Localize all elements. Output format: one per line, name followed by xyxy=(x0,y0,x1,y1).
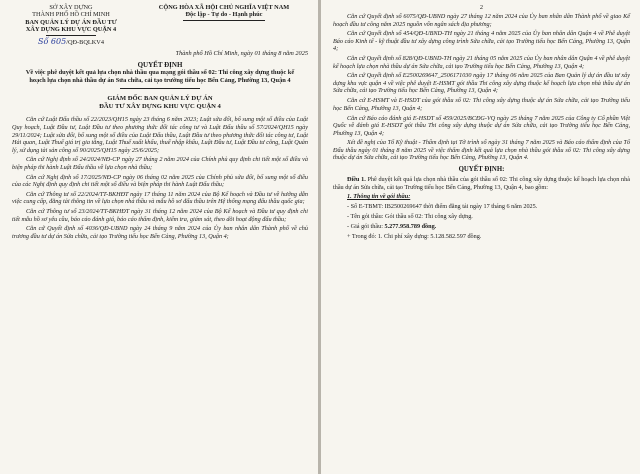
legal-basis-paragraph: Căn cứ Nghị định số 17/2025/NĐ-CP ngày 06 tháng 02 năm 2025 của Chính phủ sửa đổi, bổ sung một số điều của các Nghị định quy định chi tiết một số điều và biện pháp thi hành Luật Đấu thầu; xyxy=(12,173,308,189)
document-header xyxy=(12,4,308,46)
legal-basis-paragraph: Căn cứ Quyết định số 6075/QĐ-UBND ngày 27 tháng 12 năm 2024 của Ủy ban nhân dân Thành phố về giao Kế hoạch đầu tư công năm 2025 nguồn vốn ngân sách địa phương; xyxy=(333,13,630,28)
article-1-text: Phê duyệt kết quả lựa chọn nhà thầu của gói thầu số 02: Thi công xây dựng thuộc kế hoạch lựa chọn nhà thầu dự án Sửa chữa, cải tạo Trường tiểu học Bến Cảng, Phường 13, Quận 4, bao gồm: xyxy=(333,175,630,191)
article-1 xyxy=(333,176,630,191)
issuer-line-1: GIÁM ĐỐC BAN QUẢN LÝ DỰ ÁN xyxy=(107,95,213,103)
section-1-heading: 1. Thông tin về gói thầu: xyxy=(347,193,411,201)
document-subject: Về việc phê duyệt kết quả lựa chọn nhà thầu qua mạng gói thầu số 02: Thi công xây dựng thuộc kế hoạch lựa chọn nhà thầu dự án Sửa chữa, cải tạo trường tiểu học Bến Cảng, Phường 13, Quận 4 xyxy=(25,69,295,85)
legal-basis-paragraph: Căn cứ Quyết định số 828/QĐ-UBND-TH ngày 21 tháng 05 năm 2025 của Ủy ban nhân dân Quận 4 về phê duyệt kế hoạch lựa chọn nhà thầu dự án Sửa chữa, cải tạo Trường tiểu học Bến Cảng, Phường 13, Quận 4; xyxy=(333,55,630,70)
package-name-line: - Tên gói thầu: Gói thầu số 02: Thi công xây dựng. xyxy=(347,213,473,221)
agency-line-3: BAN QUẢN LÝ DỰ ÁN ĐẦU TƯ xyxy=(25,18,117,26)
country-name: CỘNG HÒA XÃ HỘI CHỦ NGHĨA VIỆT NAM xyxy=(158,4,290,11)
legal-basis-paragraph: Căn cứ Báo cáo đánh giá E-HSDT số 459/2025/BCĐG-VQ ngày 25 tháng 7 năm 2025 của Công ty Cổ phần Việt Quốc về đánh giá E-HSDT gói thầu Thi công xây dựng thuộc dự án Sửa chữa, cải tạo Trường tiểu học Bến Cảng, Phường 13, Quận 4; xyxy=(333,114,630,137)
document-number-suffix: /QĐ-BQLKV4 xyxy=(66,38,104,46)
legal-basis-paragraph: Căn cứ Luật Đấu thầu số 22/2023/QH15 ngày 23 tháng 6 năm 2023; Luật sửa đổi, bổ sung một số điều của Luật Quy hoạch, Luật Đầu tư, Luật Đầu tư theo phương thức đối tác công tư và Luật Đấu thầu số 57/2024/QH15 ngày 29/11/2024; Luật sửa đổi, bổ sung một số điều của Luật Đấu thầu, Luật Đầu tư theo phương thức đối tác công tư, Luật Hải quan, Luật Thuế giá trị gia tăng, Luật Thuế xuất khẩu, thuế nhập khẩu, Luật Đầu tư, Luật Đầu tư công, Luật Quản lý, sử dụng tài sản công số 90/2025/QH15 ngày 25/6/2025; xyxy=(12,116,308,154)
motto-underline xyxy=(183,20,265,21)
legal-basis-paragraph: Căn cứ Thông tư số 23/2024/TT-BKHĐT ngày 31 tháng 12 năm 2024 của Bộ Kế hoạch và Đầu tư quy định chi tiết mẫu hồ sơ yêu cầu, báo cáo đánh giá, báo cáo thẩm định, kiểm tra, giám sát, theo dõi hoạt động đấu thầu; xyxy=(12,208,308,223)
page-number: 2 xyxy=(479,4,484,11)
national-motto-block xyxy=(140,4,308,46)
consideration-paragraph: Xét đề nghị của Tổ Kỹ thuật - Thẩm định tại Tờ trình số ngày 31 tháng 7 năm 2025 và Báo cáo thẩm định của Tổ Đấu thầu ngày 01 tháng 8 năm 2025 về việc thẩm định kết quả lựa chọn nhà thầu gói thầu số 02: Thi công xây dựng thuộc dự án Sửa chữa, cải tạo Trường tiểu học Bến Cảng, Phường 13, Quận 4. xyxy=(333,139,630,162)
legal-basis-paragraph: Căn cứ Quyết định số 4036/QĐ-UBND ngày 24 tháng 9 năm 2024 của Ủy ban nhân dân Thành phố về chủ trương đầu tư dự án Sửa chữa, cải tạo Trường tiểu học Bến Cảng, Phường 13, Quận 4; xyxy=(12,225,308,241)
legal-basis-continued xyxy=(333,13,630,162)
construction-cost-line: + Trong đó: 1. Chi phí xây dựng: 5.128.582.597 đồng. xyxy=(347,233,482,241)
decision-heading: QUYẾT ĐỊNH: xyxy=(458,165,505,173)
legal-basis-paragraph: Căn cứ E-HSMT và E-HSDT của gói thầu số 02: Thi công xây dựng thuộc dự án Sửa chữa, cải tạo Trường tiểu học Bến Cảng, Phường 13, Quận 4; xyxy=(333,97,630,112)
issuer-authority xyxy=(12,95,308,111)
agency-line-2: THÀNH PHỐ HỒ CHÍ MINH xyxy=(32,11,110,19)
issuer-line-2: ĐẦU TƯ XÂY DỰNG KHU VỰC QUẬN 4 xyxy=(99,103,221,111)
document-title: QUYẾT ĐỊNH xyxy=(137,61,183,70)
legal-basis-paragraph: Căn cứ Quyết định số 454/QĐ-UBND-TH ngày 21 tháng 4 năm 2025 của Ủy ban nhân dân Quận 4 về Phê duyệt Báo cáo Kinh tế - kỹ thuật đầu tư xây dựng công trình Sửa chữa, cải tạo Trường tiểu học Bến Cảng, Phường 13, Quận 4; xyxy=(333,30,630,53)
agency-underline xyxy=(46,35,96,36)
legal-basis-paragraph: Căn cứ Thông tư số 22/2024/TT-BKHĐT ngày 17 tháng 11 năm 2024 của Bộ Kế hoạch và Đầu tư về hướng dẫn việc cung cấp, đăng tải thông tin về lựa chọn nhà thầu và mẫu hồ sơ đấu thầu trên Hệ thống mạng đấu thầu quốc gia; xyxy=(12,190,308,206)
issuing-agency-block xyxy=(12,4,130,46)
page-one xyxy=(0,0,318,474)
package-price-label: - Giá gói thầu: xyxy=(347,223,385,231)
issue-date: Thành phố Hồ Chí Minh, ngày 01 tháng 8 năm 2025 xyxy=(175,50,308,58)
document-number xyxy=(12,38,130,46)
national-motto: Độc lập - Tự do - Hạnh phúc xyxy=(185,11,263,19)
tender-notice-line: - Số E-TBMT: IB2500269647 thời điểm đăng tải ngày 17 tháng 6 năm 2025. xyxy=(347,203,538,211)
package-price-line xyxy=(333,223,630,231)
agency-line-1: SỞ XÂY DỰNG xyxy=(49,4,93,11)
article-1-label: Điều 1. xyxy=(347,175,366,183)
package-price-value: 5.277.958.789 đồng. xyxy=(384,223,437,231)
agency-line-4: XÂY DỰNG KHU VỰC QUẬN 4 xyxy=(25,26,117,34)
legal-basis-list xyxy=(12,116,308,240)
subject-underline xyxy=(120,88,200,89)
legal-basis-paragraph: Căn cứ Nghị định số 24/2024/NĐ-CP ngày 27 tháng 2 năm 2024 của Chính phủ quy định chi tiết một số điều và biện pháp thi hành Luật Đấu thầu về lựa chọn nhà thầu; xyxy=(12,156,308,171)
legal-basis-paragraph: Căn cứ Quyết định số E2500269647_2506171030 ngày 17 tháng 06 năm 2025 của Ban Quản lý dự án đầu tư xây dựng khu vực quận 4 về việc phê duyệt E-HSMT gói thầu Thi công xây dựng thuộc kế hoạch lựa chọn nhà thầu dự án Sửa chữa, cải tạo Trường tiểu học Bến Cảng, Phường 13, Quận 4; xyxy=(333,72,630,95)
handwritten-number: Số 605 xyxy=(38,36,67,46)
page-two xyxy=(321,0,640,474)
